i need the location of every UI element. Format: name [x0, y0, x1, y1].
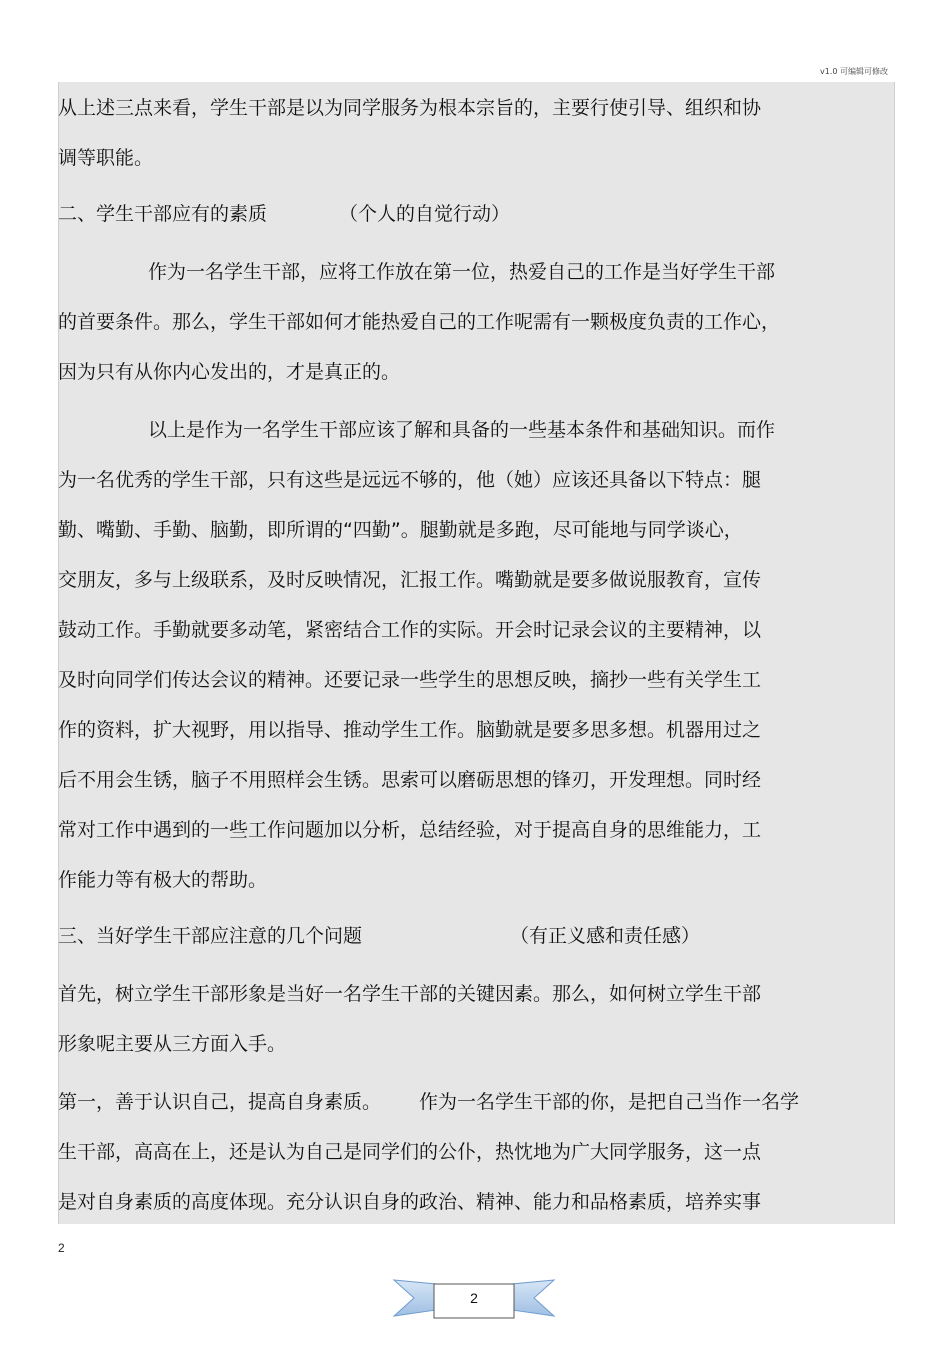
- paragraph-line-1: 从上述三点来看，学生干部是以为同学服务为根本宗旨的，主要行使引导、组织和协: [58, 97, 762, 119]
- paragraph-line-18-rest: 作为一名学生干部的你，是把自己当作一名学: [419, 1091, 800, 1113]
- page-number-left: 2: [58, 1241, 65, 1255]
- paragraph-line-15: 作能力等有极大的帮助。: [58, 869, 268, 891]
- paragraph-line-7: 为一名优秀的学生干部，只有这些是远远不够的，他（她）应该还具备以下特点：腿: [58, 469, 762, 491]
- page-number-badge-text: 2: [470, 1290, 478, 1306]
- paragraph-line-12: 作的资料，扩大视野，用以指导、推动学生工作。脑勤就是要多思多想。机器用过之: [58, 719, 762, 741]
- paragraph-line-14: 常对工作中遇到的一些工作问题加以分析，总结经验，对于提高自身的思维能力，工: [58, 819, 762, 841]
- paragraph-line-2: 调等职能。: [58, 147, 154, 169]
- paragraph-line-17: 形象呢主要从三方面入手。: [58, 1033, 287, 1055]
- paragraph-line-6: 以上是作为一名学生干部应该了解和具备的一些基本条件和基础知识。而作: [148, 419, 776, 441]
- section-heading-2-note: （个人的自觉行动）: [339, 203, 511, 225]
- paragraph-line-19: 生干部，高高在上，还是认为自己是同学们的公仆，热忱地为广大同学服务，这一点: [58, 1141, 762, 1163]
- paragraph-line-13: 后不用会生锈，脑子不用照样会生锈。思索可以磨砺思想的锋刃，开发理想。同时经: [58, 769, 762, 791]
- paragraph-line-9: 交朋友，多与上级联系，及时反映情况，汇报工作。嘴勤就是要多做说服教育，宣传: [58, 569, 762, 591]
- paragraph-line-3: 作为一名学生干部，应将工作放在第一位，热爱自己的工作是当好学生干部: [148, 261, 776, 283]
- version-label: v1.0 可编辑可修改: [820, 67, 888, 76]
- section-heading-3-title: 三、当好学生干部应注意的几个问题: [58, 925, 363, 947]
- section-heading-3-note: （有正义感和责任感）: [510, 925, 701, 947]
- section-heading-3: [58, 924, 700, 948]
- section-heading-2-title: 二、学生干部应有的素质: [58, 203, 268, 225]
- section-heading-2: [58, 202, 510, 226]
- paragraph-line-18: [58, 1090, 799, 1114]
- paragraph-line-5: 因为只有从你内心发出的，才是真正的。: [58, 361, 401, 383]
- paragraph-line-18-lead: 第一，善于认识自己，提高自身素质。: [58, 1091, 382, 1113]
- paragraph-line-16: 首先，树立学生干部形象是当好一名学生干部的关键因素。那么，如何树立学生干部: [58, 983, 762, 1005]
- paragraph-line-11: 及时向同学们传达会议的精神。还要记录一些学生的思想反映，摘抄一些有关学生工: [58, 669, 762, 691]
- page-number-badge: [392, 1274, 556, 1322]
- paragraph-line-4: 的首要条件。那么，学生干部如何才能热爱自己的工作呢需有一颗极度负责的工作心，: [58, 311, 781, 333]
- paragraph-line-10: 鼓动工作。手勤就要多动笔，紧密结合工作的实际。开会时记录会议的主要精神，以: [58, 619, 762, 641]
- paragraph-line-20: 是对自身素质的高度体现。充分认识自身的政治、精神、能力和品格素质，培养实事: [58, 1191, 762, 1213]
- paragraph-line-8: 勤、嘴勤、手勤、脑勤，即所谓的“四勤”。腿勤就是多跑，尽可能地与同学谈心，: [58, 519, 743, 541]
